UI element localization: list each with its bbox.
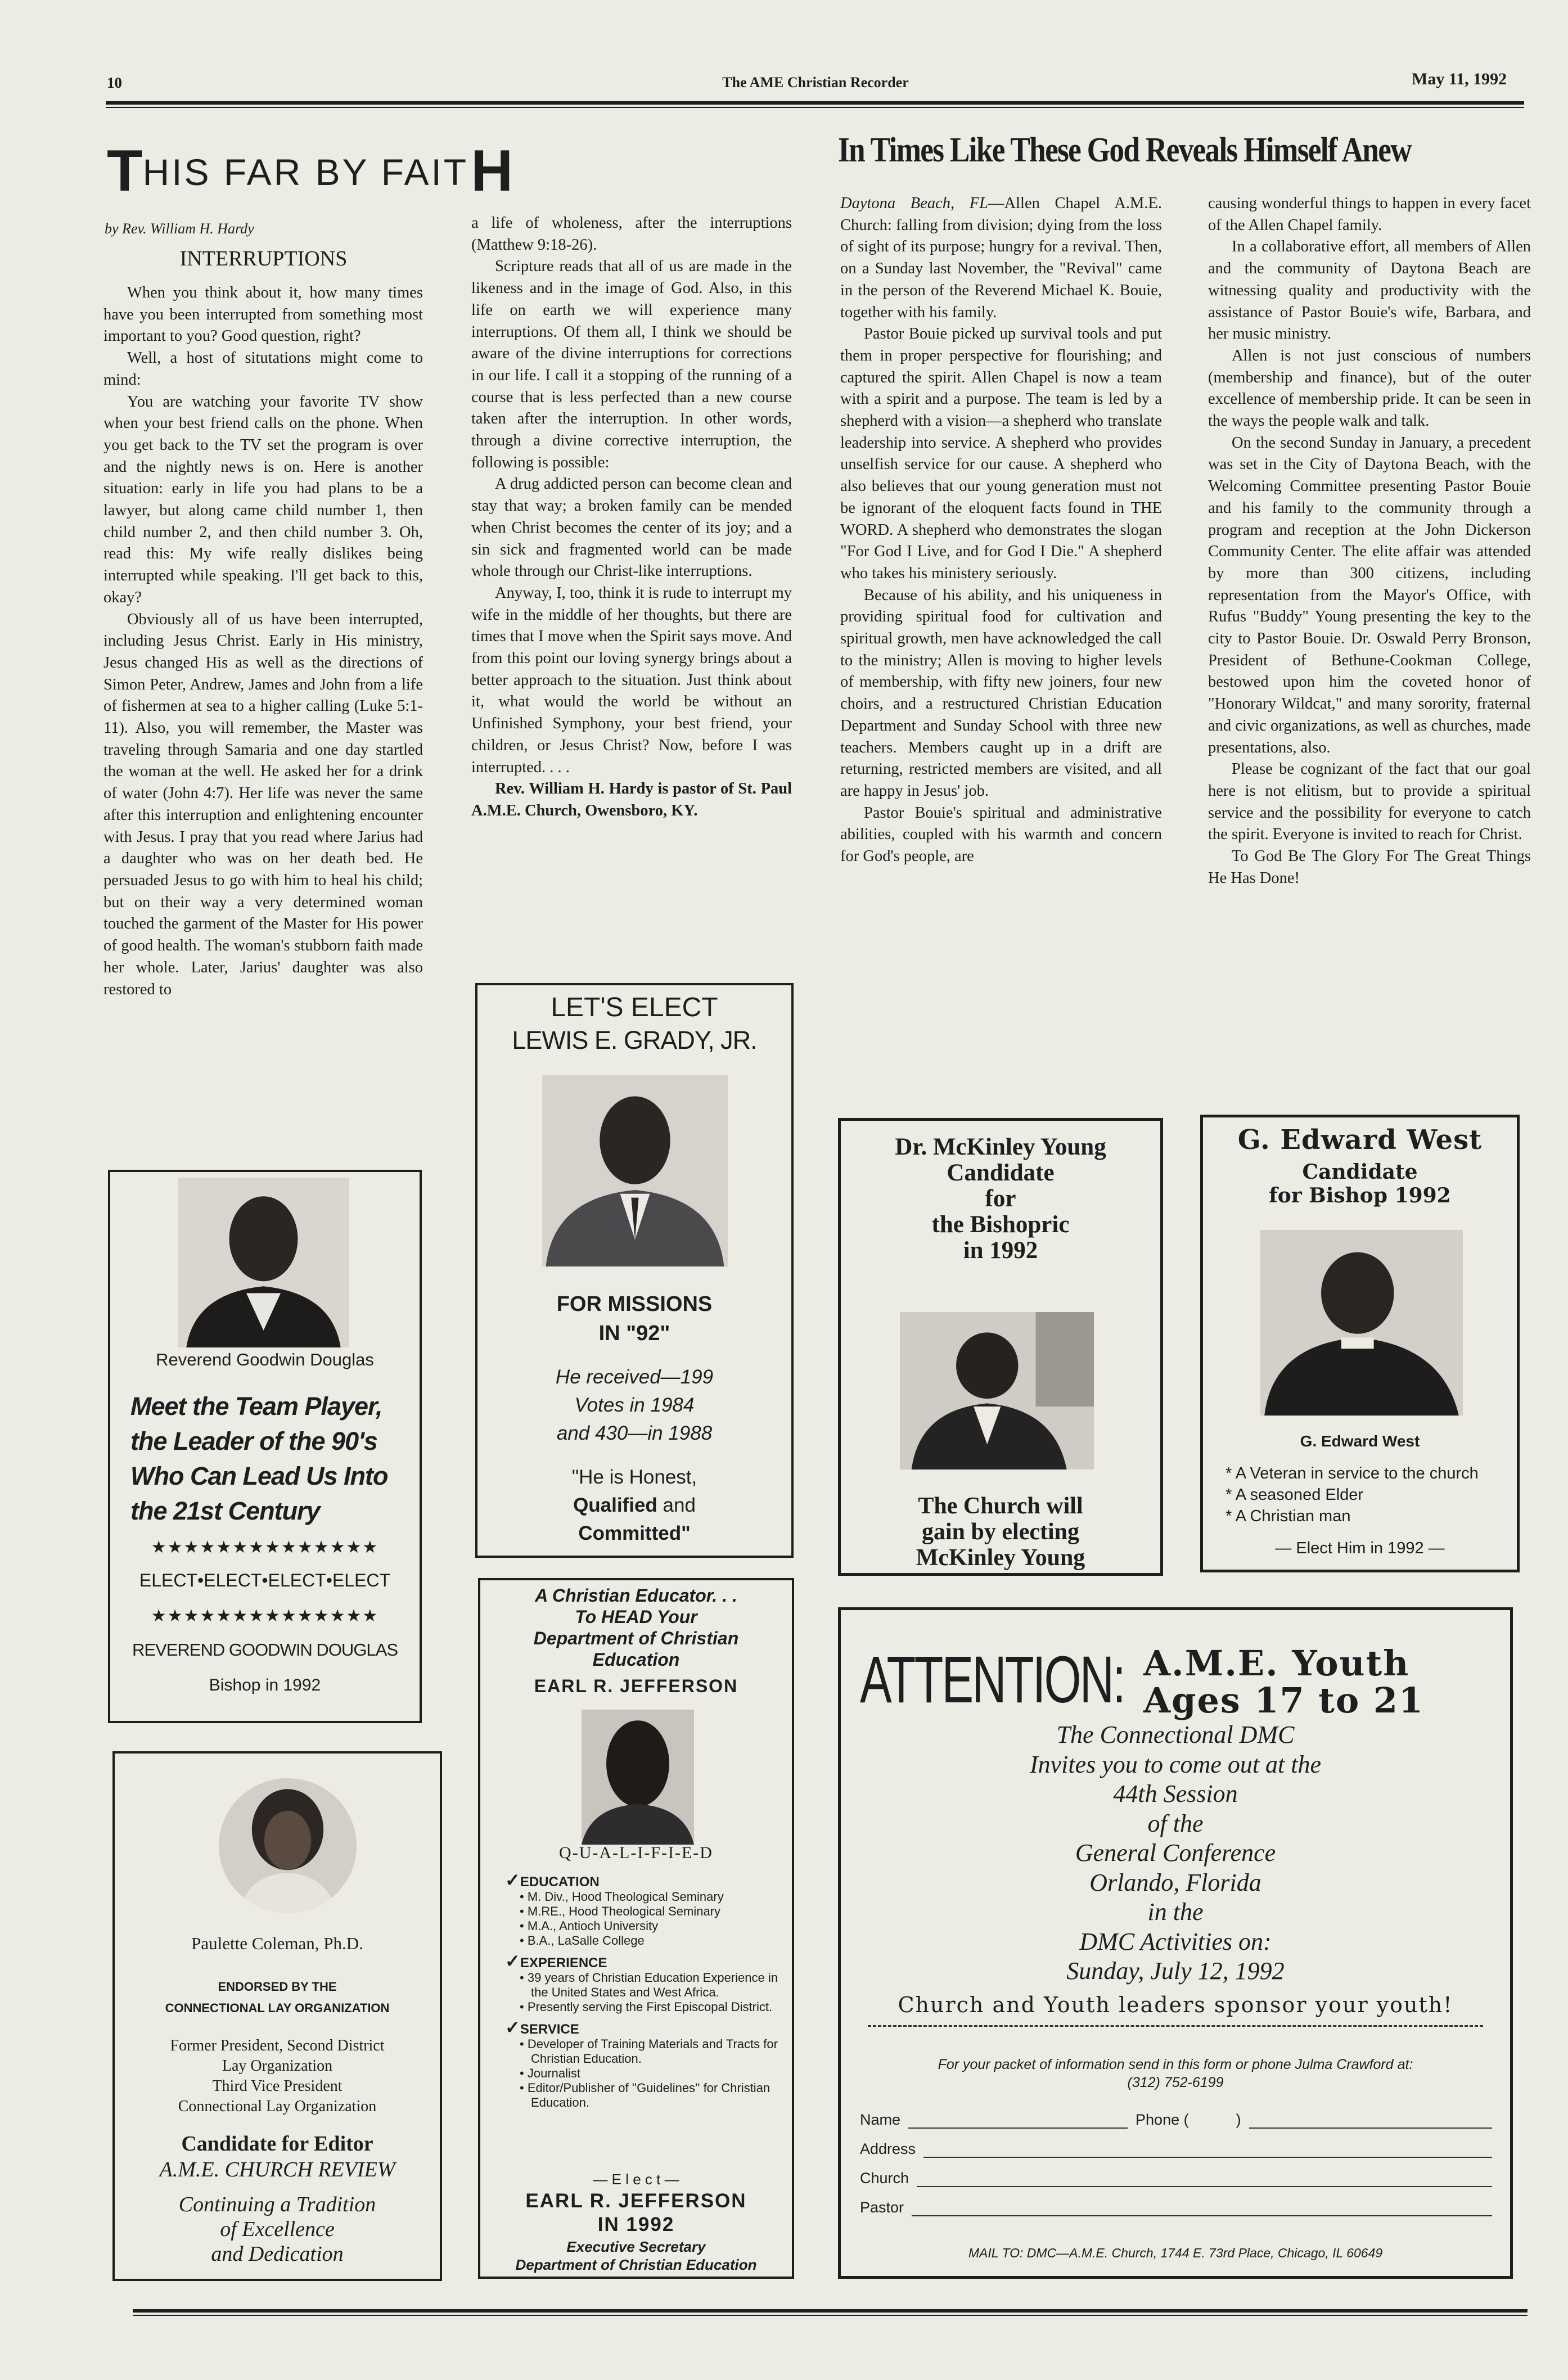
- jefferson-year: IN 1992: [597, 2214, 675, 2235]
- author-note: Rev. William H. Hardy is pastor of St. Paul A.M.E. Church, Owensboro, KY.: [471, 780, 792, 819]
- douglas-slogan: Meet the Team Player, the Leader of the 90's Who Can Lead Us Into the 21st Century: [130, 1392, 388, 1525]
- jefferson-ad: [478, 1578, 794, 2279]
- paragraph: To God Be The Glory For The Great Things He Has Done!: [1208, 848, 1531, 887]
- record-line: Votes in 1984: [574, 1394, 695, 1416]
- attention-r2: Ages 17 to 21: [1143, 1680, 1425, 1721]
- dateline: Daytona Beach, FL: [840, 195, 989, 212]
- invite-line: DMC Activities on:: [1079, 1927, 1272, 1955]
- list-item: • Presently serving the First Episcopal District.: [520, 2000, 773, 2014]
- pastor-label: Pastor: [860, 2199, 904, 2216]
- paragraph: Obviously all of us have been interrupted, including Jesus Christ. Early in His ministry, Jesus changed His as well as the directions of Simon Peter, Andrew, James and John from a life of fishermen at sea to a higher calling (Luke 5:1-11). Also, you will remember, the Master was traveling through Samaria and one day startled the woman at the well. He asked her for a drink of water (John 4:7). Her life was never the same after this interruption and enlightening encounter with Jesus. I pray that you read where Jarius had a daughter who was on her death bed. He persuaded Jesus to go with him to heal his child; but on their way a very determined woman touched the garment of the Master for His power of good health. The woman's stubborn faith made her whole. Later, Jarius' daughter was also restored to: [103, 610, 423, 998]
- footer-rule: [133, 2309, 1528, 2313]
- address-field[interactable]: [923, 2141, 1492, 2158]
- caption-line: gain by electing: [922, 1519, 1079, 1545]
- list-item: • Developer of Training Materials and Tracts for Christian Education.: [520, 2037, 778, 2066]
- education-list: [520, 1890, 786, 1948]
- caption-line: McKinley Young: [916, 1545, 1085, 1571]
- invite-line: General Conference: [1075, 1839, 1276, 1867]
- head-line: in 1992: [963, 1237, 1038, 1264]
- coleman-photo: [219, 1778, 357, 1913]
- faith-title: THIS FAR BY FAITH: [107, 138, 516, 204]
- times-column-2: [1208, 193, 1531, 890]
- address-label: Address: [860, 2140, 916, 2157]
- jefferson-title-1: Executive Secretary: [566, 2238, 706, 2255]
- paragraph: a life of wholeness, after the interruptions (Matthew 9:18-26).: [471, 214, 792, 254]
- attention-invite: [841, 1720, 1510, 1986]
- douglas-photo: [178, 1178, 349, 1347]
- coleman-name: Paulette Coleman, Ph.D.: [191, 1933, 363, 1953]
- paragraph: In a collaborative effort, all members of Allen and the community of Daytona Beach are witnessing quality and productivity with the assistance of Pastor Bouie's wife, Barbara, and her music ministry.: [1208, 238, 1531, 343]
- masthead-rule: [106, 101, 1524, 105]
- douglas-ad: [108, 1170, 422, 1723]
- section-label: EDUCATION: [520, 1874, 600, 1890]
- head-line: Dr. McKinley Young: [895, 1134, 1106, 1160]
- church-label: Church: [860, 2170, 909, 2187]
- grady-photo: [542, 1075, 728, 1266]
- record-line: and 430—in 1988: [556, 1422, 713, 1444]
- douglas-caption: Reverend Goodwin Douglas: [156, 1350, 374, 1369]
- quote-bold: Qualified: [573, 1494, 657, 1516]
- paragraph: You are watching your favorite TV show when your best friend calls on the phone. When you get back to the TV set the program is over and the nightly news is on. Here is another situation: early in life you had plans to be a lawyer, but along came child number 1, then child number 2, and then child number 3. Oh, read this: My wife really dislikes being interrupted while speaking. I'll get back to this, okay?: [103, 393, 423, 606]
- coleman-tagline: [115, 2192, 440, 2266]
- west-head-3: for Bishop 1992: [1269, 1184, 1451, 1207]
- section-label: SERVICE: [520, 2022, 579, 2037]
- section-title: [505, 1951, 786, 1971]
- tag-line: of Excellence: [220, 2217, 335, 2241]
- phone-label: Phone (: [1136, 2111, 1189, 2128]
- form-row: [860, 2129, 1492, 2158]
- lead-text: —Allen Chapel A.M.E. Church: falling from division; dying from the loss of sight of its purpose; hungry for a revival. Then, on a Sunday last November, the "Revival" came in the person of the Reverend Michael K. Bouie, together with his family.: [840, 195, 1162, 321]
- list-item: • 39 years of Christian Education Experience in the United States and West Africa.: [520, 1971, 778, 1999]
- form-row: [860, 2158, 1492, 2187]
- douglas-bishop: Bishop in 1992: [209, 1676, 321, 1694]
- role-line: Lay Organization: [222, 2057, 333, 2075]
- head-line: Department of Christian: [533, 1628, 739, 1648]
- caption-line: The Church will: [918, 1493, 1083, 1519]
- check-icon: ✓: [505, 1870, 520, 1890]
- times-headline: In Times Like These God Reveals Himself Anew: [838, 131, 1411, 169]
- paper-name: The AME Christian Recorder: [722, 74, 909, 91]
- list-item: • Journalist: [520, 2066, 580, 2080]
- area-code-field[interactable]: [1197, 2112, 1236, 2129]
- douglas-elect: ELECT•ELECT•ELECT•ELECT: [139, 1570, 391, 1590]
- young-caption: [841, 1493, 1160, 1571]
- paragraph: Pastor Bouie picked up survival tools and put them in proper perspective for flourishing; and captured the spirit. Allen Chapel is now a team with a spirit and a purpose. The team is led by a shepherd with a vision—a shepherd who translate leadership into service. A shepherd who provides unselfish service for our cause. A shepherd who also believes that our young generation must not be ignorant of the eloquent facts found in THE WORD. A shepherd who demonstrates the slogan "For God I Live, and for God I Die." A shepherd who takes his ministery seriously.: [840, 325, 1162, 582]
- name-label: Name: [860, 2111, 901, 2128]
- paragraph: On the second Sunday in January, a precedent was set in the City of Daytona Beach, with the Welcoming Committee presenting Pastor Bouie and his family to the community through a program and reception at the John Dickerson Community Center. The elite affair was attended by more than 300 citizens, including representation from the Mayor's Office, with Rufus "Buddy" Young presenting the key to the city to Pastor Bouie. Dr. Oswald Perry Bronson, President of Bethune-Cookman College, bestowed upon him the coveted honor of "Honorary Wildcat," and many sorority, fraternal and civic organizations, as well as churches, made presentations, also.: [1208, 434, 1531, 756]
- faith-byline: by Rev. William H. Hardy: [105, 220, 254, 237]
- name-field[interactable]: [908, 2112, 1128, 2129]
- paragraph: Please be cognizant of the fact that our goal here is not elitism, but to provide a spiritual service and the possibility for everyone to catch the spirit. Everyone is invited to reach for Christ.: [1208, 760, 1531, 844]
- quote-line: "He is Honest,: [571, 1466, 697, 1488]
- bullet-item: * A seasoned Elder: [1225, 1486, 1364, 1504]
- invite-line: Sunday, July 12, 1992: [1066, 1957, 1285, 1985]
- coleman-role: [115, 2036, 440, 2117]
- list-item: • Editor/Publisher of ''Guidelines'' for Christian Education.: [520, 2081, 771, 2109]
- douglas-stars: ★★★★★★★★★★★★★★: [151, 1538, 379, 1557]
- invite-line: The Connectional DMC: [1056, 1721, 1295, 1748]
- quote-text: and: [657, 1494, 696, 1516]
- form-row: [860, 2187, 1492, 2216]
- attention-ad: [838, 1607, 1513, 2279]
- times-column-1: [840, 193, 1162, 868]
- invite-line: 44th Session: [1113, 1780, 1238, 1807]
- grady-head-1: LET'S ELECT: [551, 993, 718, 1022]
- jefferson-title-2: Department of Christian Education: [515, 2256, 757, 2273]
- coleman-candidate: Candidate for Editor: [181, 2132, 373, 2156]
- faith-title-text: HIS FAR BY FAIT: [142, 151, 469, 193]
- bullet-item: * A Veteran in service to the church: [1225, 1464, 1479, 1482]
- list-item: • M. Div., Hood Theological Seminary: [520, 1890, 724, 1904]
- form-row: [860, 2099, 1492, 2129]
- grady-for-1: FOR MISSIONS: [556, 1292, 713, 1316]
- paragraph: Anyway, I, too, think it is rude to interrupt my wife in the middle of her thoughts, but there are times that I move when the Spirit says move. And from this point our loving synergy brings about a better approach to the situation. Just think about it, what would the world be without an Unfinished Symphony, your best friend, your children, or Jesus Christ? Now, before I was interrupted. . . .: [471, 584, 792, 776]
- attention-form: [860, 2099, 1492, 2216]
- coleman-publication: A.M.E. CHURCH REVIEW: [159, 2158, 395, 2181]
- check-icon: ✓: [505, 1951, 520, 1971]
- jefferson-elect: — E l e c t —: [593, 2171, 679, 2188]
- attention-big: ATTENTION:: [860, 1643, 1124, 1717]
- experience-list: [520, 1971, 786, 2014]
- phone-field[interactable]: [1249, 2112, 1492, 2129]
- bullet-item: * A Christian man: [1225, 1507, 1351, 1525]
- role-line: Former President, Second District: [170, 2037, 385, 2054]
- paragraph: A drug addicted person can become clean and stay that way; a broken family can be mended when Christ becomes the center of its joy; and a sin sick and fragmented world can be made whole through our Christ-like interruptions.: [471, 475, 792, 580]
- west-footer: — Elect Him in 1992 —: [1275, 1539, 1445, 1557]
- head-line: Education: [592, 1649, 680, 1670]
- section-title: [505, 2017, 786, 2038]
- west-caption: G. Edward West: [1300, 1432, 1420, 1450]
- young-head: [841, 1134, 1160, 1264]
- issue-date: May 11, 1992: [1412, 70, 1507, 88]
- jefferson-credentials: [505, 1870, 786, 2110]
- attention-r1: A.M.E. Youth: [1143, 1643, 1410, 1684]
- head-line: the Bishopric: [931, 1211, 1070, 1238]
- head-line: To HEAD Your: [575, 1607, 697, 1627]
- list-item: • B.A., LaSalle College: [520, 1933, 645, 1948]
- invite-line: of the: [1147, 1809, 1204, 1837]
- coleman-endorse-2: CONNECTIONAL LAY ORGANIZATION: [165, 2001, 390, 2015]
- west-ad: [1200, 1115, 1520, 1572]
- head-line: for: [985, 1186, 1016, 1212]
- tag-line: Continuing a Tradition: [178, 2193, 376, 2216]
- tag-line: and Dedication: [211, 2242, 344, 2266]
- coleman-endorse-1: ENDORSED BY THE: [218, 1980, 337, 1994]
- list-item: • M.A., Antioch University: [520, 1919, 659, 1933]
- douglas-stars-2: ★★★★★★★★★★★★★★: [151, 1607, 379, 1625]
- paragraph: Pastor Bouie's spiritual and administrative abilities, coupled with his warmth and concern for God's people, are: [840, 804, 1162, 866]
- quote-line: [477, 1491, 791, 1520]
- west-bullets: [1225, 1463, 1512, 1527]
- quote-line: Committed": [578, 1522, 691, 1544]
- list-item: • M.RE., Hood Theological Seminary: [520, 1904, 721, 1918]
- head-line: Candidate: [947, 1160, 1055, 1186]
- jefferson-head: [480, 1585, 792, 1670]
- attention-info-1: For your packet of information send in this form or phone Julma Crawford at:: [938, 2057, 1413, 2072]
- paragraph: Allen is not just conscious of numbers (membership and finance), but of the outer excellence of membership pride. It can be seen in the ways the people walk and talk.: [1208, 346, 1531, 430]
- pastor-field[interactable]: [912, 2199, 1492, 2216]
- attention-dashes: [868, 2025, 1483, 2027]
- west-head-1: G. Edward West: [1237, 1124, 1483, 1156]
- record-line: He received—199: [555, 1366, 714, 1388]
- role-line: Third Vice President: [212, 2077, 343, 2095]
- coleman-ad: [112, 1751, 442, 2281]
- faith-column-2: [471, 213, 792, 822]
- section-title: [505, 1870, 786, 1890]
- invite-line: in the: [1147, 1898, 1204, 1926]
- paragraph: Well, a host of situtations might come to mind:: [103, 349, 423, 389]
- footer-rule-thin: [133, 2315, 1528, 2316]
- masthead-rule-thin: [106, 107, 1524, 108]
- grady-record: [477, 1363, 791, 1448]
- jefferson-name-2: EARL R. JEFFERSON: [525, 2190, 747, 2212]
- grady-head-2: LEWIS E. GRADY, JR.: [512, 1026, 757, 1054]
- paragraph: Because of his ability, and his uniqueness in providing spiritual food for cultivation and spiritual growth, men have acknowledged the call to the ministry; Allen is moving to higher levels of membership, with fifty new joiners, four new choirs, and a restructured Christian Education Department and Sunday School with three new teachers. Members caught up in a drift are returning, restricted members are visited, and all are happy in Jesus' job.: [840, 586, 1162, 800]
- paragraph: [840, 193, 1162, 323]
- grady-ad: [475, 983, 794, 1558]
- grady-for-2: IN "92": [598, 1322, 670, 1345]
- grady-quote: [477, 1463, 791, 1548]
- attention-sponsor: Church and Youth leaders sponsor your youth!: [898, 1993, 1453, 2017]
- paragraph: causing wonderful things to happen in every facet of the Allen Chapel family.: [1208, 195, 1531, 234]
- attention-info-2: (312) 752-6199: [1127, 2075, 1224, 2090]
- paragraph: When you think about it, how many times have you been interrupted from something most important to you? Good question, right?: [103, 284, 423, 345]
- attention-mail: MAIL TO: DMC—A.M.E. Church, 1744 E. 73rd Place, Chicago, IL 60649: [968, 2246, 1383, 2260]
- service-list: [520, 2037, 786, 2110]
- section-label: EXPERIENCE: [520, 1955, 607, 1971]
- jefferson-qualified: Q-U-A-L-I-F-I-E-D: [559, 1843, 713, 1862]
- jefferson-name: EARL R. JEFFERSON: [534, 1676, 738, 1696]
- faith-subhead: INTERRUPTIONS: [179, 247, 348, 271]
- faith-column-1: [103, 282, 423, 1000]
- invite-line: Orlando, Florida: [1089, 1868, 1261, 1896]
- jefferson-photo: [582, 1710, 694, 1845]
- paragraph: Scripture reads that all of us are made in the likeness and in the image of God. Also, in this life on earth we will experience many interruptions. Of them all, I think we should be aware of the divine interruptions for corrections in our life. I call it a stopping of the running of a course that is less perfected than a new course taken after the interruption. In other words, through a divine corrective interruption, the following is possible:: [471, 258, 792, 471]
- young-photo: [900, 1312, 1094, 1470]
- phone-paren: ): [1236, 2111, 1241, 2128]
- check-icon: ✓: [505, 2017, 520, 2038]
- page-number: 10: [107, 74, 122, 91]
- west-head-2: Candidate: [1302, 1160, 1418, 1184]
- church-field[interactable]: [917, 2170, 1492, 2187]
- douglas-name: REVEREND GOODWIN DOUGLAS: [132, 1640, 398, 1660]
- west-photo: [1260, 1230, 1463, 1416]
- head-line: A Christian Educator. . .: [535, 1585, 737, 1606]
- role-line: Connectional Lay Organization: [178, 2098, 377, 2115]
- invite-line: Invites you to come out at the: [1029, 1750, 1322, 1778]
- young-ad: [838, 1118, 1163, 1576]
